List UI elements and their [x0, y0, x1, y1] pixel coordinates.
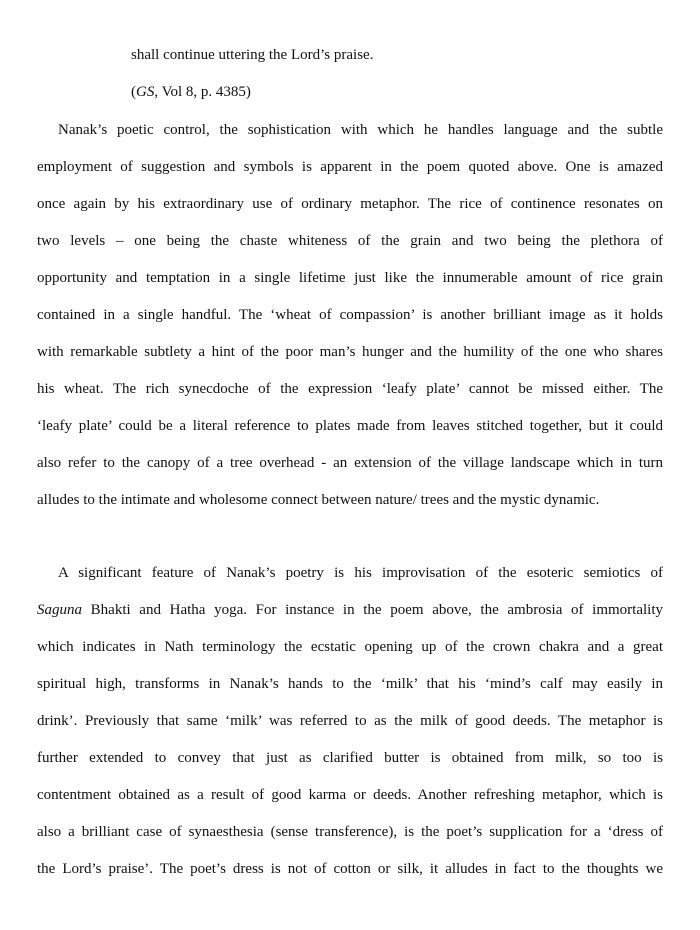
citation-rest: , Vol 8, p. 4385)	[154, 84, 251, 100]
paragraph-line: once again by his extraordinary use of ordinary metaphor. The rice of continence resonates on	[37, 196, 663, 212]
paragraph-line: two levels – one being the chaste whiteness of the grain and two being the plethora of	[37, 233, 663, 249]
quote-citation	[131, 82, 251, 102]
paragraph-line: his wheat. The rich synecdoche of the expression ‘leafy plate’ cannot be missed either. The	[37, 381, 663, 397]
paragraph-line: which indicates in Nath terminology the ecstatic opening up of the crown chakra and a great	[37, 639, 663, 655]
paragraph-line: the Lord’s praise’. The poet’s dress is not of cotton or silk, it alludes in fact to the thoughts we	[37, 861, 663, 877]
paragraph-line: alludes to the intimate and wholesome connect between nature/ trees and the mystic dynamic.	[37, 492, 600, 508]
quote-closing-line: shall continue uttering the Lord’s praise.	[131, 47, 374, 63]
paragraph-line: contentment obtained as a result of good karma or deeds. Another refreshing metaphor, which is	[37, 787, 663, 803]
paragraph-1	[37, 120, 663, 527]
paragraph-line	[37, 600, 663, 637]
paragraph-2	[37, 563, 663, 896]
paragraph-line: drink’. Previously that same ‘milk’ was referred to as the milk of good deeds. The metaphor is	[37, 713, 663, 729]
paragraph-line: contained in a single handful. The ‘wheat of compassion’ is another brilliant image as it holds	[37, 307, 663, 323]
paragraph-line: also a brilliant case of synaesthesia (sense transference), is the poet’s supplication for a ‘dress of	[37, 824, 663, 840]
paragraph-line: further extended to convey that just as clarified butter is obtained from milk, so too is	[37, 750, 663, 766]
paragraph-line: also refer to the canopy of a tree overhead - an extension of the village landscape which in turn	[37, 455, 663, 471]
paragraph-line: spiritual high, transforms in Nanak’s hands to the ‘milk’ that his ‘mind’s calf may easily in	[37, 676, 663, 692]
citation-source: GS	[136, 84, 155, 100]
paragraph-line: opportunity and temptation in a single lifetime just like the innumerable amount of rice grain	[37, 270, 663, 286]
paragraph-line: ‘leafy plate’ could be a literal reference to plates made from leaves stitched together, but it could	[37, 418, 663, 434]
paragraph-line: A significant feature of Nanak’s poetry is his improvisation of the esoteric semiotics of	[58, 565, 663, 581]
line-text: Bhakti and Hatha yoga. For instance in the poem above, the ambrosia of immortality	[82, 602, 663, 618]
saguna-term: Saguna	[37, 602, 82, 618]
citation-open: (	[131, 84, 136, 100]
paragraph-line: with remarkable subtlety a hint of the poor man’s hunger and the humility of the one who shares	[37, 344, 663, 360]
paragraph-line: Nanak’s poetic control, the sophistication with which he handles language and the subtle	[58, 122, 663, 138]
paragraph-line: employment of suggestion and symbols is apparent in the poem quoted above. One is amazed	[37, 159, 663, 175]
